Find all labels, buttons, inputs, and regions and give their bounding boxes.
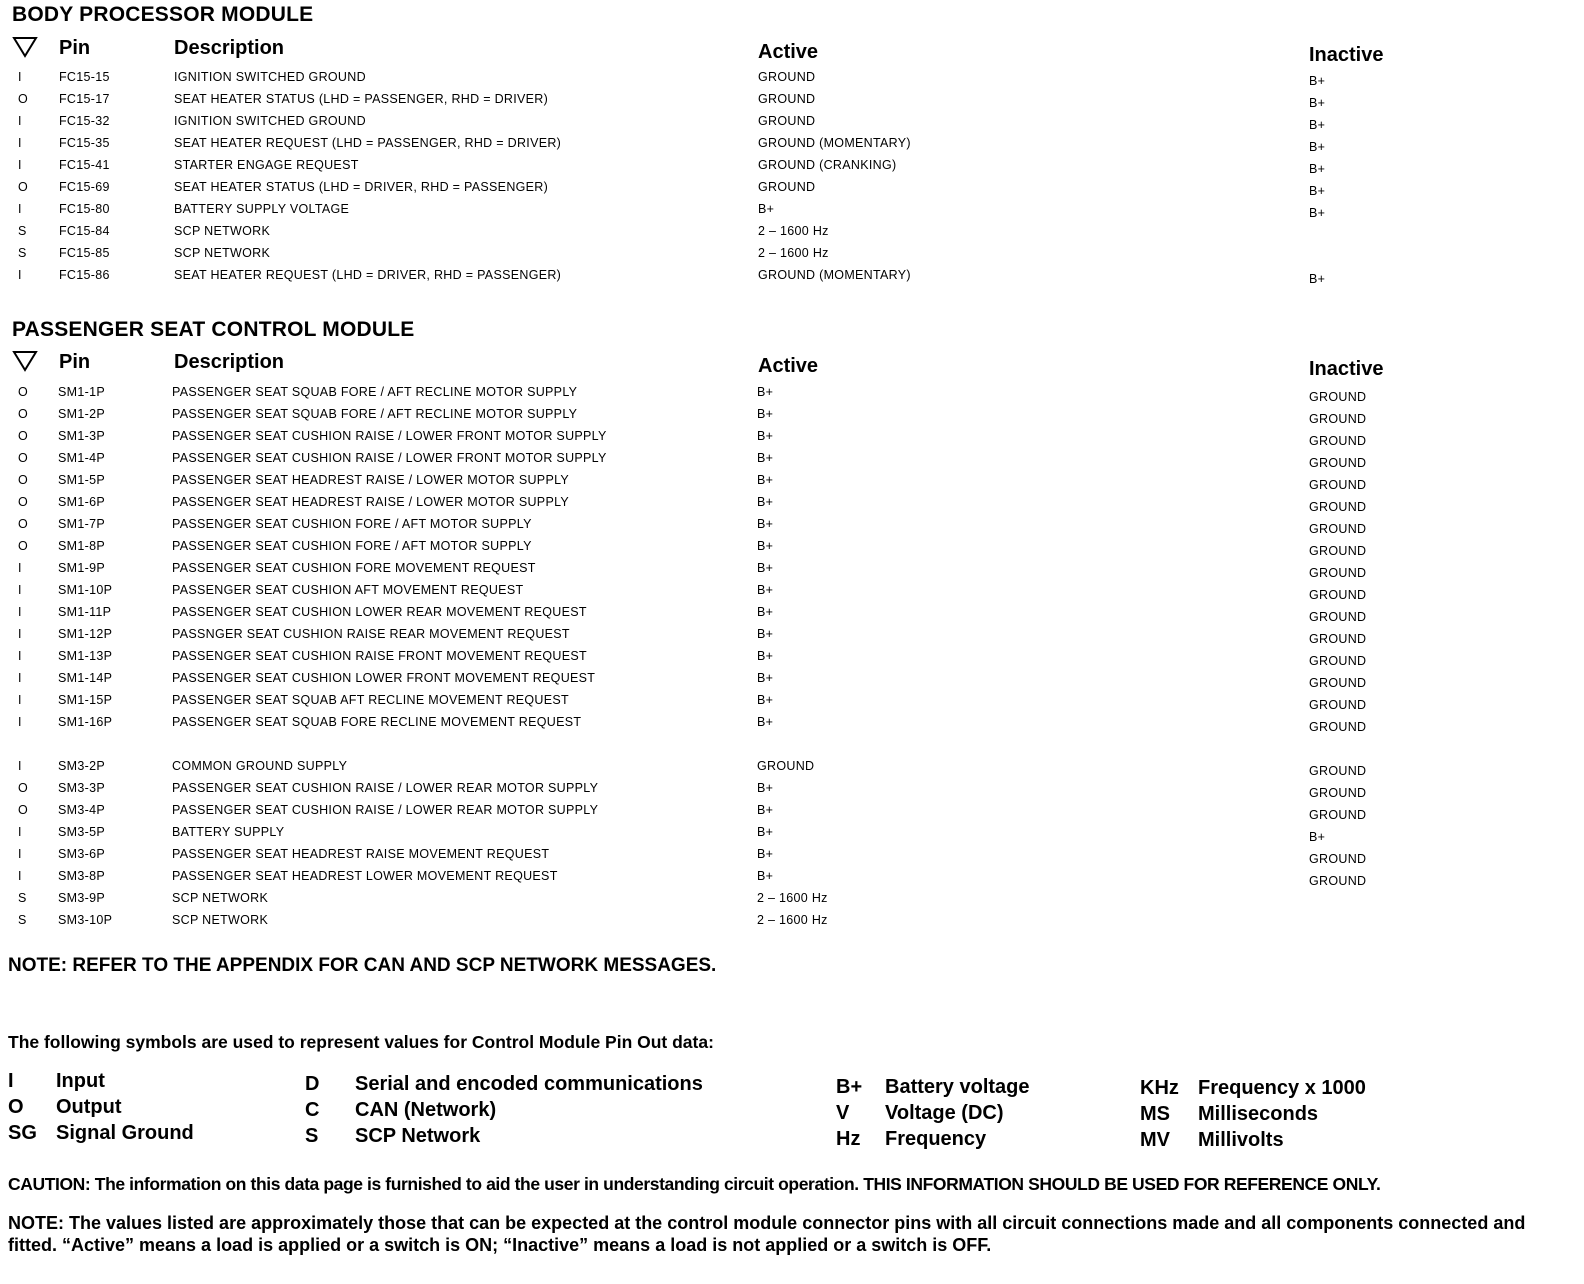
- legend-symbol: C: [305, 1099, 320, 1121]
- row-active-value: B+: [757, 495, 774, 509]
- row-description: SCP NETWORK: [172, 891, 269, 905]
- row-description: SEAT HEATER REQUEST (LHD = DRIVER, RHD = PASSENGER): [174, 268, 562, 282]
- row-io: O: [18, 803, 29, 817]
- row-pin: FC15-85: [59, 246, 110, 260]
- row-inactive-value: B+: [1309, 184, 1326, 198]
- legend-meaning: Millivolts: [1198, 1129, 1284, 1151]
- row-pin: SM1-4P: [58, 451, 105, 465]
- row-pin: SM1-6P: [58, 495, 105, 509]
- row-active-value: B+: [757, 407, 774, 421]
- row-io: I: [18, 759, 22, 773]
- row-pin: SM1-1P: [58, 385, 105, 399]
- row-active-value: GROUND: [758, 92, 816, 106]
- row-description: PASSENGER SEAT CUSHION FORE MOVEMENT REQUEST: [172, 561, 536, 575]
- row-io: I: [18, 715, 22, 729]
- row-io: O: [18, 495, 29, 509]
- row-inactive-value: GROUND: [1309, 654, 1367, 668]
- row-pin: SM3-4P: [58, 803, 105, 817]
- row-io: I: [18, 671, 22, 685]
- row-pin: FC15-32: [59, 114, 110, 128]
- caution-text: CAUTION: The information on this data page is furnished to aid the user in understanding circuit operation. THIS INFORMATION SHOULD BE USED FOR REFERENCE ONLY.: [8, 1174, 1381, 1194]
- row-io: O: [18, 429, 29, 443]
- row-inactive-value: GROUND: [1309, 588, 1367, 602]
- row-pin: SM3-3P: [58, 781, 105, 795]
- row-active-value: GROUND: [758, 114, 816, 128]
- row-pin: FC15-15: [59, 70, 110, 84]
- legend-symbol: SG: [8, 1122, 37, 1144]
- row-active-value: B+: [757, 803, 774, 817]
- row-io: O: [18, 385, 29, 399]
- legend-symbol: V: [836, 1102, 850, 1124]
- appendix-note: NOTE: REFER TO THE APPENDIX FOR CAN AND SCP NETWORK MESSAGES.: [8, 955, 717, 976]
- legend-symbol: S: [305, 1125, 319, 1147]
- row-io: I: [18, 649, 22, 663]
- row-description: PASSENGER SEAT SQUAB FORE / AFT RECLINE MOTOR SUPPLY: [172, 385, 578, 399]
- row-active-value: GROUND (MOMENTARY): [758, 268, 911, 282]
- header-active: Active: [758, 41, 819, 63]
- row-io: O: [18, 781, 29, 795]
- row-description: PASSENGER SEAT SQUAB AFT RECLINE MOVEMENT REQUEST: [172, 693, 569, 707]
- row-active-value: B+: [757, 693, 774, 707]
- row-pin: SM1-3P: [58, 429, 105, 443]
- section-title-passenger-seat: PASSENGER SEAT CONTROL MODULE: [12, 318, 415, 341]
- row-io: O: [18, 539, 29, 553]
- row-pin: SM1-10P: [58, 583, 113, 597]
- row-pin: SM1-8P: [58, 539, 105, 553]
- row-active-value: B+: [757, 539, 774, 553]
- row-active-value: B+: [757, 825, 774, 839]
- row-io: I: [18, 70, 22, 84]
- legend-symbol: Hz: [836, 1128, 861, 1150]
- row-pin: SM3-9P: [58, 891, 105, 905]
- row-pin: FC15-84: [59, 224, 110, 238]
- row-active-value: B+: [757, 671, 774, 685]
- row-description: PASSENGER SEAT CUSHION FORE / AFT MOTOR SUPPLY: [172, 517, 532, 531]
- row-description: PASSENGER SEAT CUSHION RAISE / LOWER REAR MOTOR SUPPLY: [172, 781, 599, 795]
- row-io: I: [18, 158, 22, 172]
- row-inactive-value: GROUND: [1309, 852, 1367, 866]
- row-active-value: B+: [758, 202, 775, 216]
- row-io: S: [18, 224, 27, 238]
- row-io: O: [18, 92, 29, 106]
- row-description: IGNITION SWITCHED GROUND: [174, 114, 366, 128]
- row-description: STARTER ENGAGE REQUEST: [174, 158, 359, 172]
- triangle-icon: [12, 350, 38, 372]
- row-description: PASSENGER SEAT CUSHION RAISE / LOWER FRONT MOTOR SUPPLY: [172, 451, 607, 465]
- row-description: SCP NETWORK: [174, 246, 271, 260]
- row-description: PASSENGER SEAT HEADREST RAISE MOVEMENT REQUEST: [172, 847, 550, 861]
- header-pin: Pin: [59, 37, 91, 59]
- row-pin: SM3-8P: [58, 869, 105, 883]
- row-io: I: [18, 847, 22, 861]
- row-io: I: [18, 561, 22, 575]
- row-io: I: [18, 202, 22, 216]
- row-description: PASSENGER SEAT CUSHION FORE / AFT MOTOR SUPPLY: [172, 539, 532, 553]
- legend-symbol: KHz: [1140, 1077, 1179, 1099]
- row-io: S: [18, 913, 27, 927]
- row-pin: SM3-10P: [58, 913, 113, 927]
- row-pin: FC15-17: [59, 92, 110, 106]
- legend-meaning: Serial and encoded communications: [355, 1073, 703, 1095]
- row-io: I: [18, 869, 22, 883]
- row-inactive-value: GROUND: [1309, 522, 1367, 536]
- row-inactive-value: GROUND: [1309, 632, 1367, 646]
- row-inactive-value: B+: [1309, 96, 1326, 110]
- legend-meaning: Battery voltage: [885, 1076, 1030, 1098]
- row-pin: FC15-41: [59, 158, 110, 172]
- row-inactive-value: GROUND: [1309, 390, 1367, 404]
- row-pin: FC15-80: [59, 202, 110, 216]
- row-pin: FC15-69: [59, 180, 110, 194]
- row-active-value: GROUND (MOMENTARY): [758, 136, 911, 150]
- row-io: O: [18, 473, 29, 487]
- row-io: I: [18, 605, 22, 619]
- row-io: O: [18, 517, 29, 531]
- header-inactive: Inactive: [1309, 44, 1384, 66]
- row-io: I: [18, 268, 22, 282]
- row-active-value: GROUND: [757, 759, 815, 773]
- header-pin: Pin: [59, 351, 91, 373]
- row-active-value: GROUND: [758, 70, 816, 84]
- row-active-value: B+: [757, 385, 774, 399]
- row-active-value: B+: [757, 605, 774, 619]
- row-active-value: B+: [757, 517, 774, 531]
- legend-meaning: Frequency x 1000: [1198, 1077, 1366, 1099]
- row-description: PASSENGER SEAT HEADREST RAISE / LOWER MOTOR SUPPLY: [172, 473, 570, 487]
- row-io: I: [18, 825, 22, 839]
- legend-symbol: I: [8, 1070, 14, 1092]
- row-inactive-value: B+: [1309, 162, 1326, 176]
- row-pin: SM1-7P: [58, 517, 105, 531]
- legend-symbol: O: [8, 1096, 24, 1118]
- row-active-value: 2 – 1600 Hz: [758, 224, 829, 238]
- row-description: SEAT HEATER STATUS (LHD = PASSENGER, RHD = DRIVER): [174, 92, 549, 106]
- row-io: S: [18, 891, 27, 905]
- row-io: I: [18, 693, 22, 707]
- row-description: PASSENGER SEAT HEADREST LOWER MOVEMENT REQUEST: [172, 869, 558, 883]
- row-description: PASSENGER SEAT SQUAB FORE RECLINE MOVEMENT REQUEST: [172, 715, 582, 729]
- legend-meaning: Voltage (DC): [885, 1102, 1004, 1124]
- row-inactive-value: B+: [1309, 140, 1326, 154]
- row-description: BATTERY SUPPLY: [172, 825, 285, 839]
- row-description: PASSENGER SEAT CUSHION RAISE / LOWER REAR MOTOR SUPPLY: [172, 803, 599, 817]
- row-inactive-value: B+: [1309, 830, 1326, 844]
- row-description: PASSNGER SEAT CUSHION RAISE REAR MOVEMENT REQUEST: [172, 627, 570, 641]
- row-active-value: B+: [757, 649, 774, 663]
- legend-symbol: D: [305, 1073, 320, 1095]
- row-pin: SM3-6P: [58, 847, 105, 861]
- row-active-value: B+: [757, 781, 774, 795]
- values-note: NOTE: The values listed are approximately those that can be expected at the control module connector pins with all circuit connections made and all components connected and fitted. “Active” means a load is applied or a switch is ON; “Inactive” means a load is not applied or a switch is OFF.: [8, 1213, 1526, 1255]
- legend-meaning: Frequency: [885, 1128, 987, 1150]
- row-description: SCP NETWORK: [174, 224, 271, 238]
- row-pin: SM1-15P: [58, 693, 113, 707]
- header-inactive: Inactive: [1309, 358, 1384, 380]
- legend-symbol: B+: [836, 1076, 863, 1098]
- row-description: COMMON GROUND SUPPLY: [172, 759, 348, 773]
- row-pin: FC15-35: [59, 136, 110, 150]
- row-description: SCP NETWORK: [172, 913, 269, 927]
- legend-meaning: Input: [56, 1070, 105, 1092]
- row-active-value: B+: [757, 561, 774, 575]
- row-active-value: GROUND: [758, 180, 816, 194]
- row-inactive-value: GROUND: [1309, 698, 1367, 712]
- row-inactive-value: GROUND: [1309, 610, 1367, 624]
- legend-meaning: Signal Ground: [56, 1122, 194, 1144]
- row-description: PASSENGER SEAT CUSHION AFT MOVEMENT REQUEST: [172, 583, 524, 597]
- row-inactive-value: GROUND: [1309, 500, 1367, 514]
- row-pin: SM3-2P: [58, 759, 105, 773]
- row-active-value: 2 – 1600 Hz: [758, 246, 829, 260]
- row-io: O: [18, 180, 29, 194]
- row-pin: SM1-13P: [58, 649, 113, 663]
- row-inactive-value: B+: [1309, 272, 1326, 286]
- row-inactive-value: GROUND: [1309, 676, 1367, 690]
- row-active-value: B+: [757, 473, 774, 487]
- row-active-value: B+: [757, 583, 774, 597]
- row-pin: SM1-9P: [58, 561, 105, 575]
- row-inactive-value: B+: [1309, 206, 1326, 220]
- row-inactive-value: GROUND: [1309, 478, 1367, 492]
- legend-symbol: MS: [1140, 1103, 1170, 1125]
- row-active-value: GROUND (CRANKING): [758, 158, 897, 172]
- row-pin: SM1-11P: [58, 605, 112, 619]
- row-active-value: B+: [757, 451, 774, 465]
- row-description: SEAT HEATER STATUS (LHD = DRIVER, RHD = PASSENGER): [174, 180, 549, 194]
- legend-meaning: SCP Network: [355, 1125, 481, 1147]
- row-inactive-value: GROUND: [1309, 412, 1367, 426]
- section-title-body-processor: BODY PROCESSOR MODULE: [12, 3, 314, 26]
- row-active-value: B+: [757, 869, 774, 883]
- row-description: PASSENGER SEAT HEADREST RAISE / LOWER MOTOR SUPPLY: [172, 495, 570, 509]
- row-pin: SM1-12P: [58, 627, 113, 641]
- row-io: O: [18, 451, 29, 465]
- row-pin: SM1-14P: [58, 671, 113, 685]
- legend-meaning: CAN (Network): [355, 1099, 497, 1121]
- row-inactive-value: GROUND: [1309, 434, 1367, 448]
- row-pin: SM1-5P: [58, 473, 105, 487]
- row-io: I: [18, 114, 22, 128]
- row-description: PASSENGER SEAT SQUAB FORE / AFT RECLINE MOTOR SUPPLY: [172, 407, 578, 421]
- row-description: PASSENGER SEAT CUSHION RAISE / LOWER FRONT MOTOR SUPPLY: [172, 429, 607, 443]
- legend-meaning: Milliseconds: [1198, 1103, 1319, 1125]
- row-active-value: B+: [757, 627, 774, 641]
- row-description: BATTERY SUPPLY VOLTAGE: [174, 202, 350, 216]
- header-description: Description: [174, 351, 285, 373]
- row-description: IGNITION SWITCHED GROUND: [174, 70, 366, 84]
- row-inactive-value: GROUND: [1309, 544, 1367, 558]
- row-active-value: B+: [757, 429, 774, 443]
- row-io: I: [18, 136, 22, 150]
- row-io: I: [18, 627, 22, 641]
- row-inactive-value: GROUND: [1309, 764, 1367, 778]
- row-io: O: [18, 407, 29, 421]
- row-active-value: B+: [757, 715, 774, 729]
- row-active-value: 2 – 1600 Hz: [757, 891, 828, 905]
- row-description: PASSENGER SEAT CUSHION RAISE FRONT MOVEMENT REQUEST: [172, 649, 587, 663]
- triangle-icon: [12, 36, 38, 58]
- row-pin: SM1-2P: [58, 407, 105, 421]
- row-pin: FC15-86: [59, 268, 110, 282]
- legend-symbol: MV: [1140, 1129, 1170, 1151]
- header-description: Description: [174, 37, 285, 59]
- row-pin: SM3-5P: [58, 825, 105, 839]
- row-inactive-value: GROUND: [1309, 456, 1367, 470]
- header-active: Active: [758, 355, 819, 377]
- row-inactive-value: GROUND: [1309, 808, 1367, 822]
- row-active-value: 2 – 1600 Hz: [757, 913, 828, 927]
- symbols-intro: The following symbols are used to represent values for Control Module Pin Out data:: [8, 1032, 714, 1052]
- row-io: I: [18, 583, 22, 597]
- row-description: PASSENGER SEAT CUSHION LOWER FRONT MOVEMENT REQUEST: [172, 671, 596, 685]
- row-inactive-value: B+: [1309, 118, 1326, 132]
- row-inactive-value: GROUND: [1309, 566, 1367, 580]
- legend-meaning: Output: [56, 1096, 122, 1118]
- row-io: S: [18, 246, 27, 260]
- row-description: PASSENGER SEAT CUSHION LOWER REAR MOVEMENT REQUEST: [172, 605, 587, 619]
- row-description: SEAT HEATER REQUEST (LHD = PASSENGER, RHD = DRIVER): [174, 136, 562, 150]
- row-inactive-value: GROUND: [1309, 720, 1367, 734]
- row-inactive-value: B+: [1309, 74, 1326, 88]
- row-active-value: B+: [757, 847, 774, 861]
- row-inactive-value: GROUND: [1309, 874, 1367, 888]
- row-inactive-value: GROUND: [1309, 786, 1367, 800]
- row-pin: SM1-16P: [58, 715, 113, 729]
